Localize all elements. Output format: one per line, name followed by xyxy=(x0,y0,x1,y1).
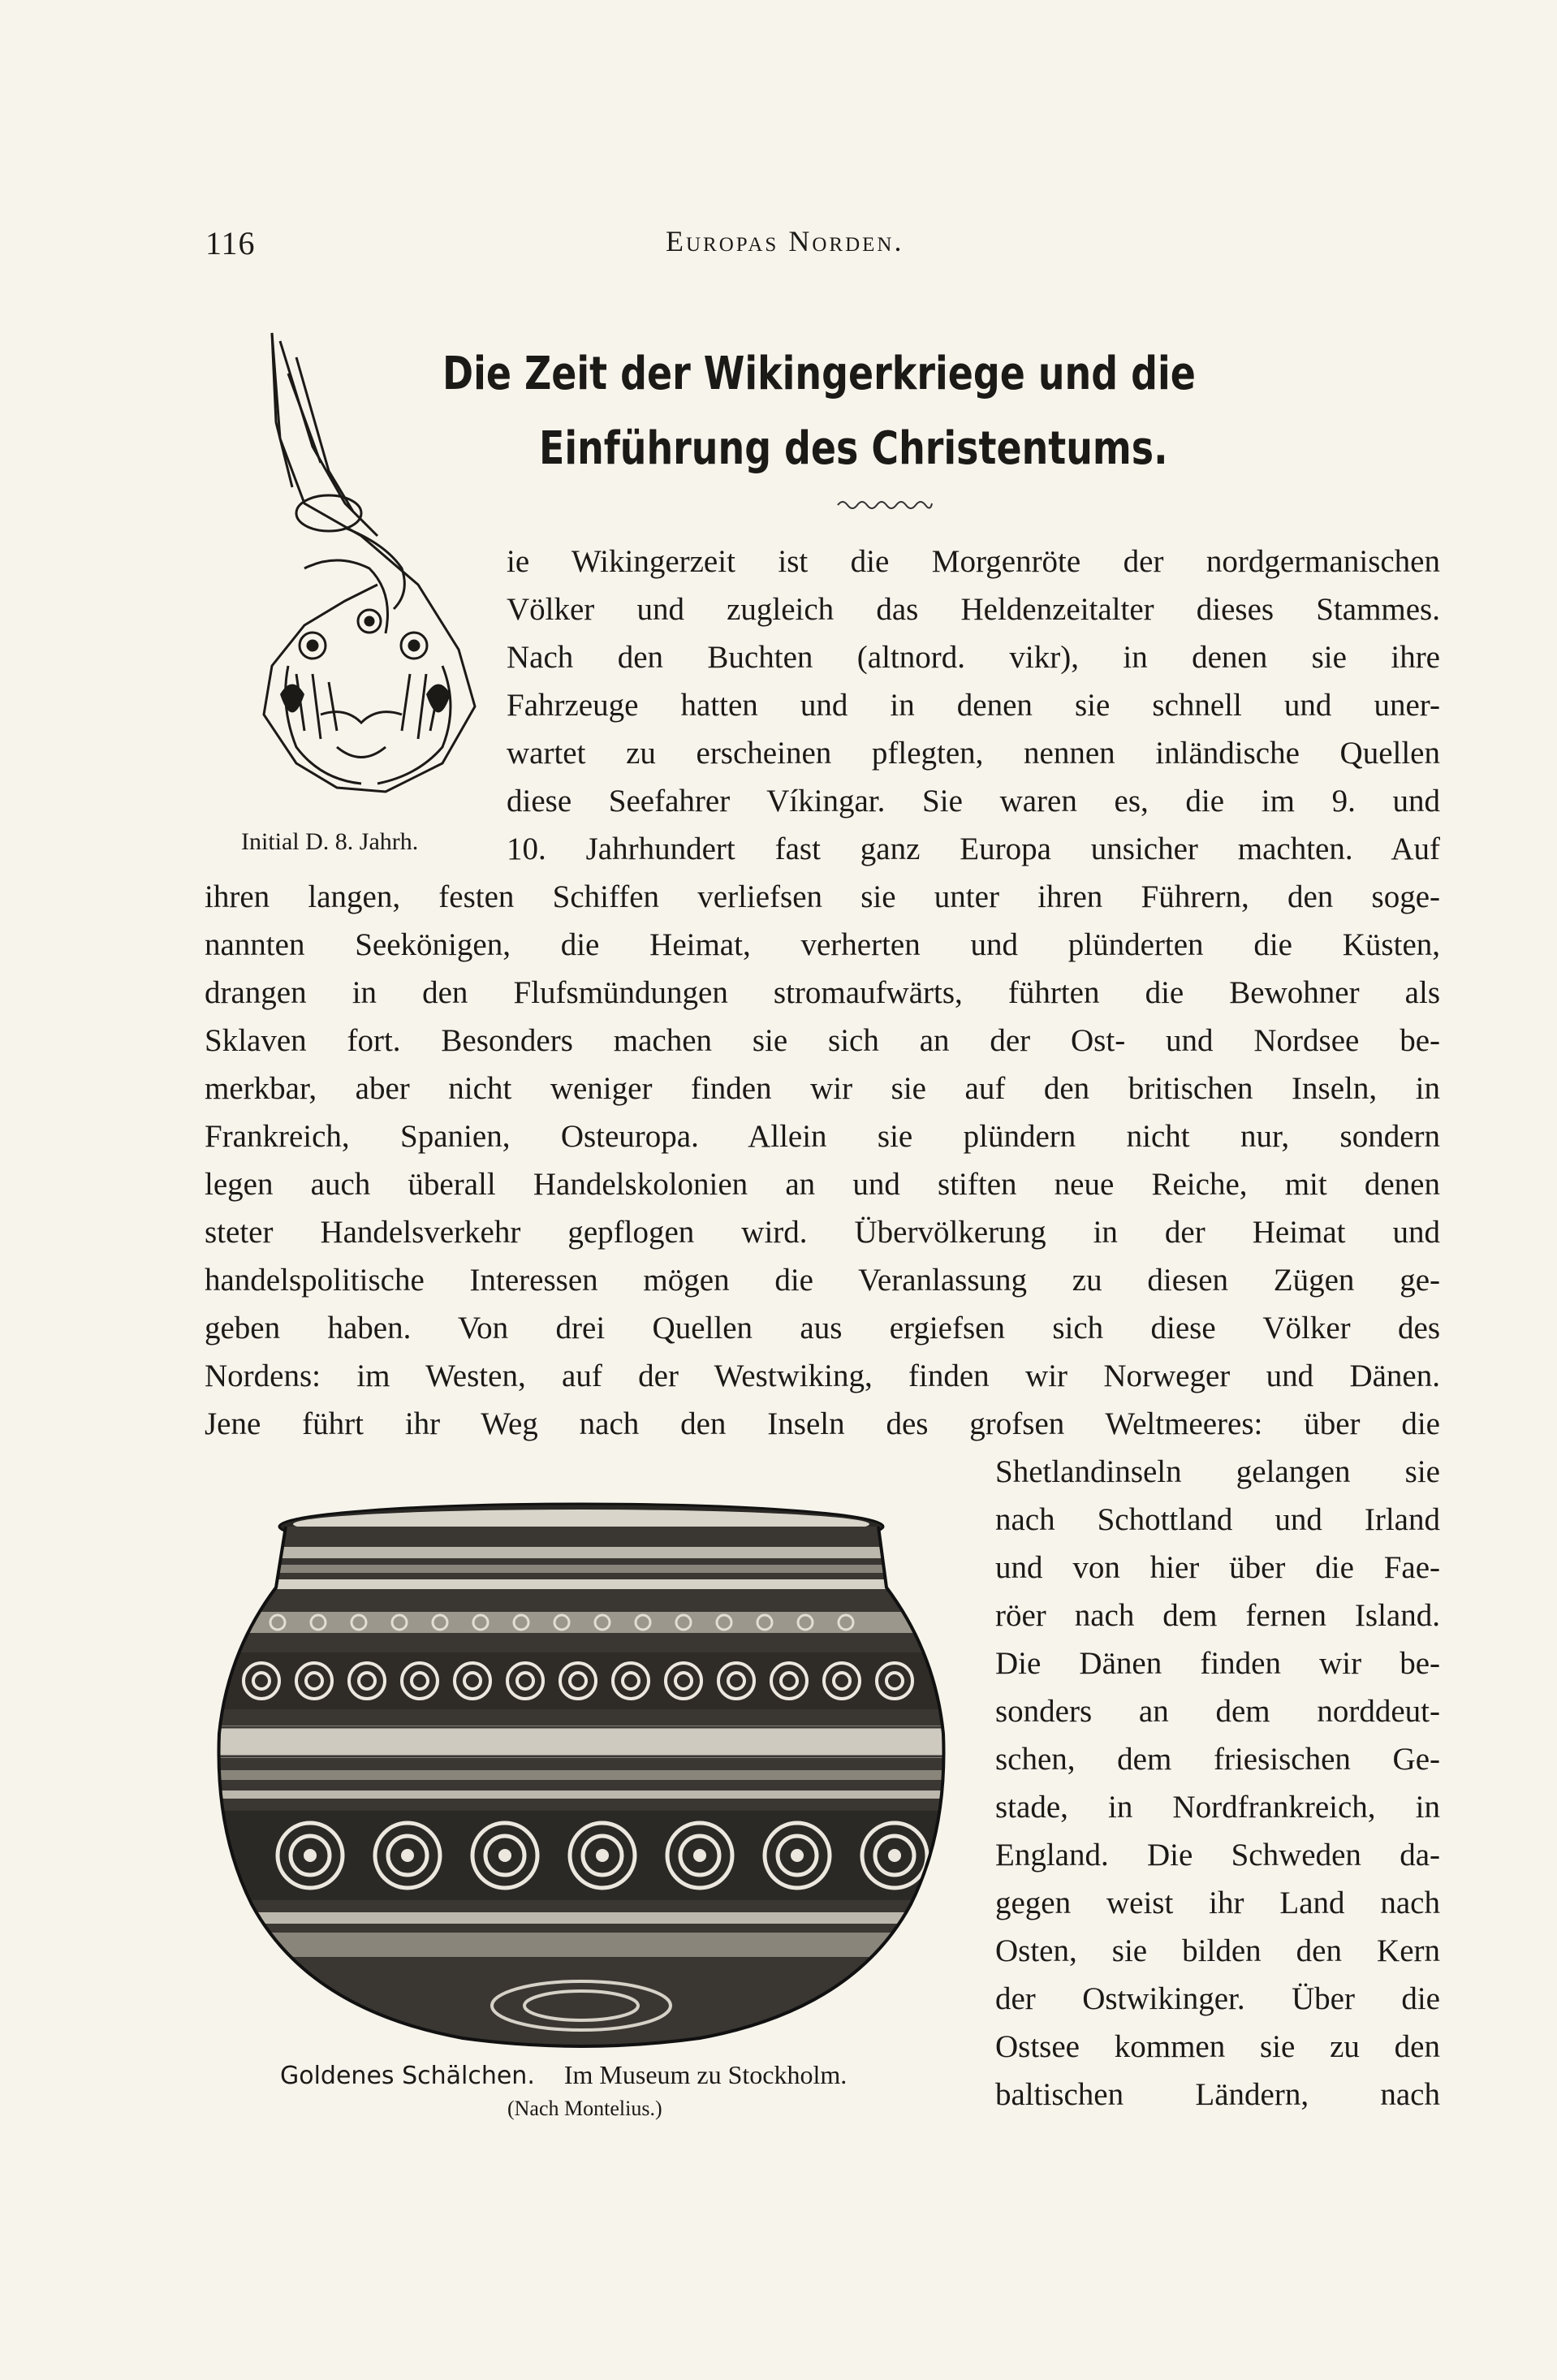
chapter-title-line-2: Einführung des Christentums. xyxy=(539,422,1168,475)
body-line: stade, in Nordfrankreich, in xyxy=(995,1790,1440,1825)
body-line: Jene führt ihr Weg nach den Inseln des grofsen Weltmeeres: über die xyxy=(205,1406,1440,1441)
body-line: geben haben. Von drei Quellen aus ergiefsen sich diese Völker des xyxy=(205,1311,1440,1345)
initial-caption: Initial D. 8. Jahrh. xyxy=(241,828,419,855)
body-line: sonders an dem norddeut- xyxy=(995,1694,1440,1729)
initial-d-bird-illustration xyxy=(248,325,483,804)
body-line: baltischen Ländern, nach xyxy=(995,2077,1440,2112)
body-line: schen, dem friesischen Ge- xyxy=(995,1742,1440,1777)
body-line: Sklaven fort. Besonders machen sie sich an der Ost- und Nordsee be- xyxy=(205,1023,1440,1058)
page-number: 116 xyxy=(205,225,256,261)
body-line: der Ostwikinger. Über die xyxy=(995,1981,1440,2016)
body-line: Nordens: im Westen, auf der Westwiking, finden wir Norweger und Dänen. xyxy=(205,1358,1440,1393)
body-line: ihren langen, festen Schiffen verliefsen sie unter ihren Führern, den soge- xyxy=(205,879,1440,914)
body-line: handelspolitische Interessen mögen die Veranlassung zu diesen Zügen ge- xyxy=(205,1263,1440,1298)
ornament-divider xyxy=(836,497,934,510)
body-line: wartet zu erscheinen pflegten, nennen inländische Quellen xyxy=(507,736,1440,771)
body-line: drangen in den Flufsmündungen stromaufwärts, führten die Bewohner als xyxy=(205,975,1440,1010)
figure-caption xyxy=(280,2060,847,2090)
figure-source: (Nach Montelius.) xyxy=(507,2097,662,2120)
figure-caption-title: Goldenes Schälchen. xyxy=(280,2062,535,2090)
body-line: ie Wikingerzeit ist die Morgenröte der nordgermanischen xyxy=(507,544,1440,579)
body-line: und von hier über die Fae- xyxy=(995,1550,1440,1585)
body-line: legen auch überall Handelskolonien an und stiften neue Reiche, mit denen xyxy=(205,1167,1440,1202)
body-line: diese Seefahrer Víkingar. Sie waren es, die im 9. und xyxy=(507,784,1440,819)
body-line: 10. Jahrhundert fast ganz Europa unsicher machten. Auf xyxy=(507,831,1440,866)
body-line: gegen weist ihr Land nach xyxy=(995,1885,1440,1920)
chapter-title-line-1: Die Zeit der Wikingerkriege und die xyxy=(442,348,1196,400)
body-line: Ostsee kommen sie zu den xyxy=(995,2029,1440,2064)
body-line: nach Schottland und Irland xyxy=(995,1502,1440,1537)
body-line: merkbar, aber nicht weniger finden wir sie auf den britischen Inseln, in xyxy=(205,1071,1440,1106)
body-line: Shetlandinseln gelangen sie xyxy=(995,1454,1440,1489)
body-line: Osten, sie bilden den Kern xyxy=(995,1933,1440,1968)
body-line: Die Dänen finden wir be- xyxy=(995,1646,1440,1681)
body-line: nannten Seekönigen, die Heimat, verherten und plünderten die Küsten, xyxy=(205,927,1440,962)
body-line: Nach den Buchten (altnord. vikr), in denen sie ihre xyxy=(507,640,1440,675)
body-line: Völker und zugleich das Heldenzeitalter dieses Stammes. xyxy=(507,592,1440,627)
body-line: Frankreich, Spanien, Osteuropa. Allein sie plündern nicht nur, sondern xyxy=(205,1119,1440,1154)
running-title: Europas Norden. xyxy=(666,225,904,257)
golden-bowl-illustration xyxy=(213,1490,950,2050)
body-line: steter Handelsverkehr gepflogen wird. Übervölkerung in der Heimat und xyxy=(205,1215,1440,1250)
body-line: England. Die Schweden da- xyxy=(995,1838,1440,1872)
body-line: röer nach dem fernen Island. xyxy=(995,1598,1440,1633)
body-line: Fahrzeuge hatten und in denen sie schnell und uner- xyxy=(507,688,1440,723)
figure-caption-location: Im Museum zu Stockholm. xyxy=(563,2060,848,2089)
